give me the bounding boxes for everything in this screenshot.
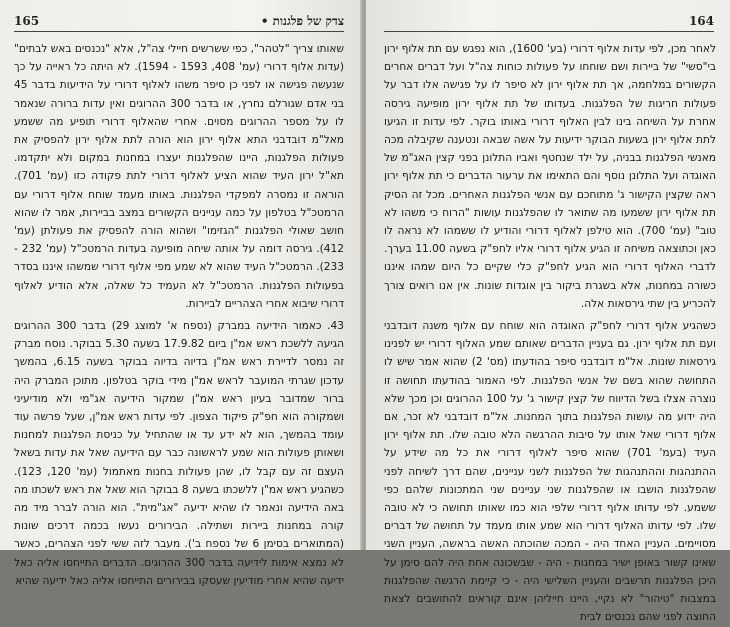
right-page-body bbox=[384, 40, 716, 627]
header-rule bbox=[14, 31, 344, 32]
running-head: צדק של פלגנות • bbox=[260, 14, 344, 28]
right-page-header bbox=[384, 14, 714, 30]
paragraph: לאחר מכן, לפי עדות אלוף דרורי (בע' 1600), הוא נפגש עם תת אלוף ירון בי"סשי" של ביירות ושם שוחחו על פעולות כוחות צה"ל ועל דברים אחרים הקשורים במלחמה, אך תת אלוף ירון לא סיפר לו על פגישה אלו דבר על פעולות חריגות של הפלגנות. בעדותו של תת אלוף ירון מופיעה גירסה אחרת על השיחה בינו לבין האלוף דרורי באותו בוקר. לפי עדות זו הגיעו לתת אלוף ירון בשעות הבוקר ידיעות על אשה שבאה ונטענה שקיבלה מכה מאנשי הפלגנות בבניה, על ילד שנחטף ואביו התלונן בפני קצין האג"מ של האוגדה ועל התלונן נוסף והם התאימו את ערעור הדברים כי תת אלוף ירון ראה שקצין הקישור ג' מתוחכם עם אנשי הפלגנות האחרים. מכל זה הסיק תת אלוף ירון ששמעו מה שתואר לו שהפלגנות עושות "הרוח כי משהו לא טוב" (עמ' 700). הוא טילפן לאלוף דרורי והודיע לו ששמהו לא נראה לו כאן וכתוצאה משיחה זו הגיע אלוף דרורי אליו לחפ"ק בשעה 11.00 בערך. לדברי האלוף דרורי הוא הגיע לחפ"ק כלי שקיים כל היום שמהו איננו כשורה במחנות, אלא בשגרת ביקור בין אוגדות שונות. אין אנו רואים צורך להכריע בין שתי גירסאות אלה. bbox=[384, 43, 717, 310]
left-page-number: 165 bbox=[14, 14, 40, 28]
header-rule bbox=[384, 31, 714, 32]
paragraph: 43. כאמור הידיעה במברק (נספח א' למוצג 29) בדבר 300 ההרוגים הגיעה ללשכת ראש אמ"ן ביום 17.9.82 בשעה 5.30 בבוקר. נוסח מברק זה נמסר לדיירת ראש אמ"ן בדיוה בדיוה בבוקר בשעה 6.15, בהמשך עדכון שגרתי המועבר לראש אמ"ן מידי בוקר בטלפון. מתוכן המברק היה ברור שמדובר בעיון ראש אמ"ן שמקור הידיעה אג"מי ולא מודיעיני ושמקורה הוא חפ"ק פיקוד הצפון. לפי עדות ראש אמ"ן, שעל פרשה עוד עומד בהמשך, הוא לא ידע עד או שהתחיל על כניסת הפלגנות למחנות ושאותן פעולות הוא שמע לראשונה כבר עם הידיעה שאל את עדות בשאל העצם זה עם קבל לו, שהן פעולות בחנות מאתמול (עמ' 120, 123). כשהגיע ראש אמ"ן ללשכתו בשעה 8 בבוקר הוא שאל את ראש לשכתו מה באה הידיעה ונאמר לו שהיא ידיעה "אג"מית". הוא הורה לברר מיד מה קורה במחנות ביירות ושתילה. הבירורים נעשו בכמה דרכים שונות (המתוארים בסימן 6 של נספח ב'). מעבר לזה ששי לפני הצהרים, כאשר לא נמצא אימות לידיעה בדבר 300 ההרוגים. הדברים התייחסו אליה כאל ידיעה שהיא אחרי מודיעין שעסקו בבירורים התייחסו אליה כאל ידיעה שהיא bbox=[14, 320, 345, 587]
paragraph: שאותו צריך "לטהר", כפי ששרשים חיילי צה"ל, אלא "נכנסים באש לבתים" (עדות אלוף דרורי (עמ' 408, 1593 - 1594). לא היתה כל ראייה על כך שנעשה פגישה או לפני כן סיפר משהו לאלוף דרורי על הידיעות בדבר 45 בני אדם שגורלם נחרץ, או בדבר 300 ההרוגים ואין עדות ברורה שנאמר לו על מספר ההרוגים מסוים. אחרי שהאלוף דרורי תופיע מה ששמע מאל"מ דובדבני התא אלוף ירון הוא הורה לתת אלוף ירון להפסיק את פעולות הפלגנות, היינו שהפלגנות יעצרו במחנות במקום ולא יתקדמו. תא"ל ירון העיד שהוא הציע לאלוף דרורי לתת פקודה כזו (עמ' 701). הוראה זו נמסרה למפקדי הפלגנות. באותו מעמד שוחח אלוף דרורי עם הרמטכ"ל בטלפון על כמה עניינים הקשורים במצב בביירות, אמר לו שהוא חושב שאולי הפלגנות "הגזימו" ושהוא הורה להפסיק את פעולתן (עמ' 412). גירסה דומה על אותה שיחה מופיעה בעדות הרמטכ"ל (עמ' 232 - 233). הרמטכ"ל העיד שהוא לא שמע מפי אלוף דרורי שמשהו איננו בסדר בפעולות הפלגנות. הרמטכ"ל לא העמיד כל שאלה, אלא הודיע לאלוף דרורי שיבוא אחרי הצהריים לביירות. bbox=[14, 43, 345, 310]
right-page bbox=[366, 0, 730, 624]
paragraph: כשהגיע אלוף דרורי לחפ"ק האוגדה הוא שוחח עם אלוף משנה דובדבני ועם תת אלוף ירון. גם בעניין הדברים שאותם שמע האלוף דרורי יש לפנינו גירסאות שונות. אל"מ דובדבני סיפר בהודעתו (מס' 2) שהוא אמר שיש לו התחושה שהוא בשם של אנשי הפלגנות. לפי האמור בהודעתו תחושה זו נוצרה אצלו בשל הדיווח של קצין קישור ג' על 100 ההרוגים וכן מכך שלא היה ידוע מה עושות הפלגנות בתוך המחנות. אל"מ דובדבני לא זכר, אם אלוף דרורי שאל אותו על סיבות ההרגשה הלא טובה שלו. תת אלוף ירון העיד (בעמ' 701) שהוא סיפר לאלוף דרורי את כל מה שידע על ההתנהגות וההתנהגות של הפלגנות לשני עניינים, שהם דרך לשיחה לפני שהפלגנות הושבו או שהפלגנות שני עניינים שני המתכונות שלהם כפי ששמע. לפי עדותו אלוף דרורי שלפי הוא כמו שאותו תחושה כי לא טובה שלו. לפי עדותו האלוף דרורי הוא שמע אותו מעמד על תחושה של דברים מסויימים. העניין האחד היה - המכה שהוכתה האשה בראשה, העניין השני שאינו קשור באופן ישיר במחנות - היה - שבשכונה אחת היה להם סימן על היכן הפלגנות תרשבים והעניין השלישי היה - כי קיימת הרגשה שהפלגנות במצבות "טיהור" לא נקיי, היינו חייליהן אינם קוראים להתושבים לצאת החוצה לפני שהם נכנסים לבית bbox=[384, 320, 717, 624]
right-page-number: 164 bbox=[688, 14, 714, 28]
left-page bbox=[0, 0, 362, 587]
left-page-header bbox=[14, 14, 344, 30]
left-page-body bbox=[14, 40, 344, 590]
